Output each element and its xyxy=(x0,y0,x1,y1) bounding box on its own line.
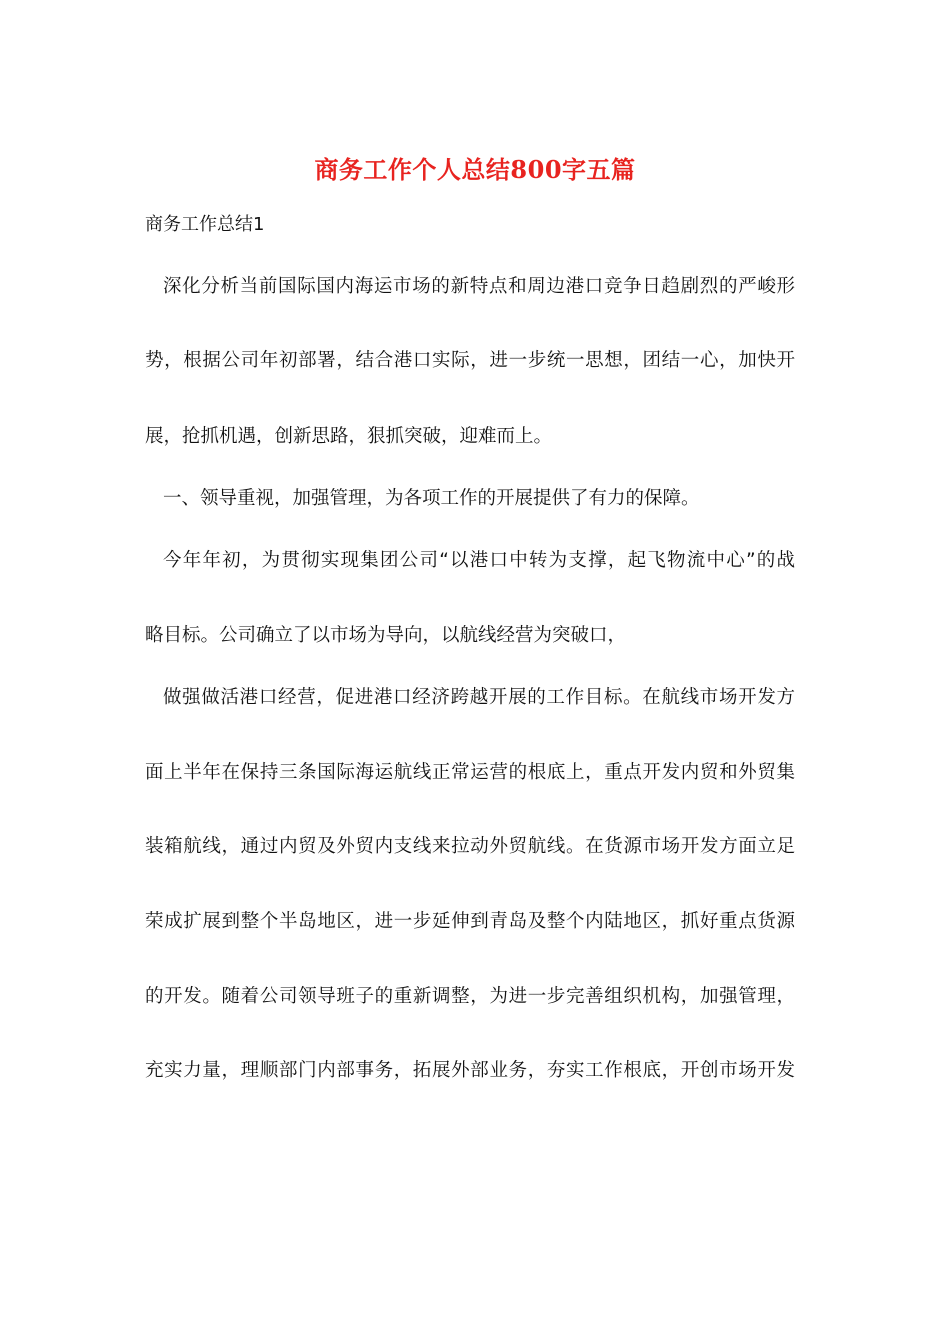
paragraph-line: 势，根据公司年初部署，结合港口实际，进一步统一思想，团结一心，加快开 xyxy=(145,350,795,371)
paragraph-line: 荣成扩展到整个半岛地区，进一步延伸到青岛及整个内陆地区，抓好重点货源 xyxy=(145,911,795,932)
paragraph-line: 充实力量，理顺部门内部事务，拓展外部业务，夯实工作根底，开创市场开发 xyxy=(145,1060,795,1081)
document-title: 商务工作个人总结800字五篇 xyxy=(314,155,636,184)
paragraph-line: 深化分析当前国际国内海运市场的新特点和周边港口竞争日趋剧烈的严峻形 xyxy=(163,276,795,297)
paragraph-line: 做强做活港口经营，促进港口经济跨越开展的工作目标。在航线市场开发方 xyxy=(163,687,795,708)
paragraph-line: 一、领导重视，加强管理，为各项工作的开展提供了有力的保障。 xyxy=(163,488,700,509)
section-heading: 商务工作总结1 xyxy=(145,214,265,235)
paragraph-line: 略目标。公司确立了以市场为导向，以航线经营为突破口， xyxy=(145,625,627,646)
paragraph-line: 今年年初，为贯彻实现集团公司“以港口中转为支撑，起飞物流中心”的战 xyxy=(163,550,795,571)
paragraph-line: 装箱航线，通过内贸及外贸内支线来拉动外贸航线。在货源市场开发方面立足 xyxy=(145,836,795,857)
paragraph-line: 展，抢抓机遇，创新思路，狠抓突破，迎难而上。 xyxy=(145,426,553,447)
paragraph-line: 的开发。随着公司领导班子的重新调整，为进一步完善组织机构，加强管理， xyxy=(145,986,795,1007)
paragraph-line: 面上半年在保持三条国际海运航线正常运营的根底上，重点开发内贸和外贸集 xyxy=(145,762,795,783)
